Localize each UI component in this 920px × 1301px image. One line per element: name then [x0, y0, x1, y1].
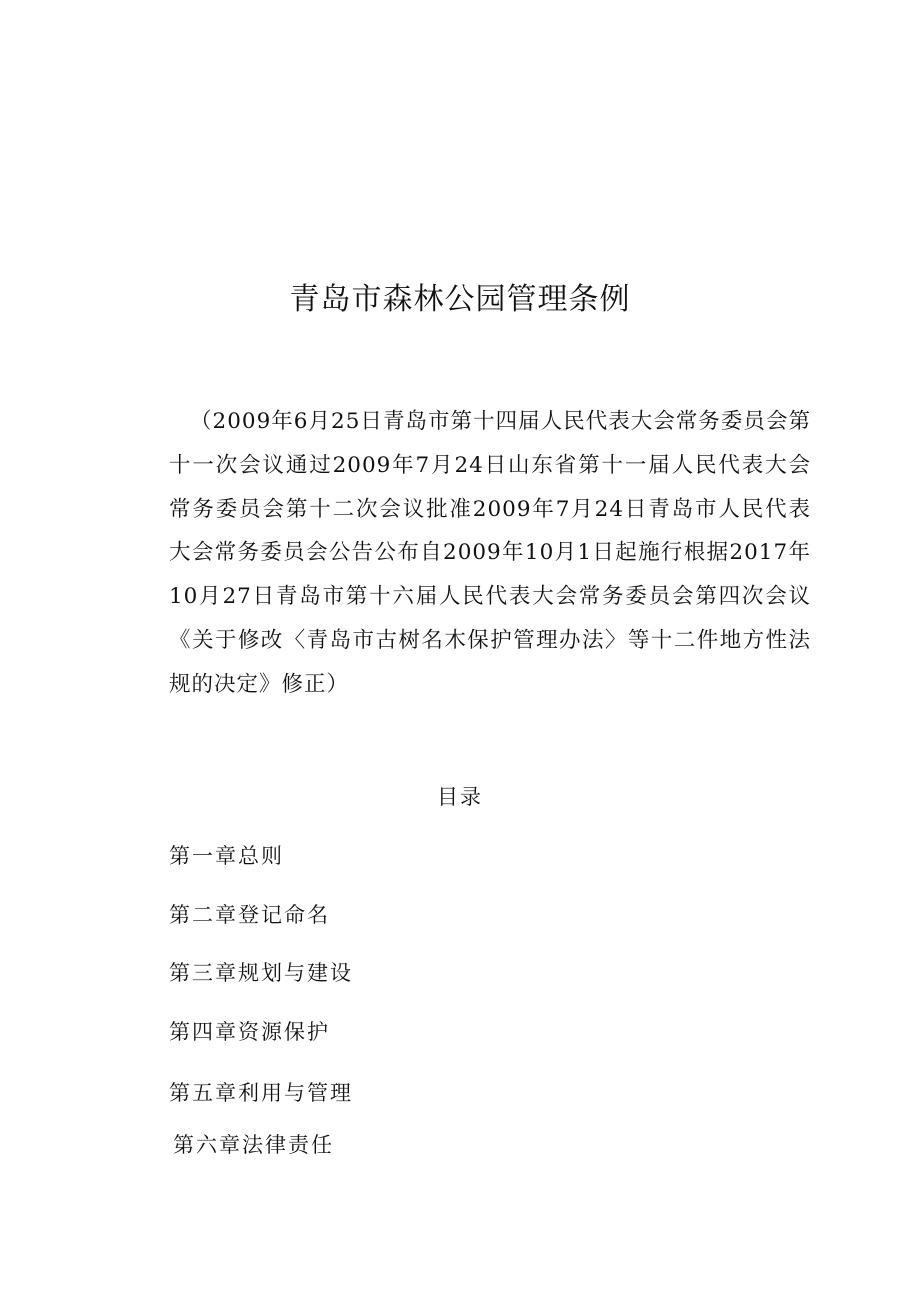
- toc-item-chapter-4: 第四章资源保护: [169, 1020, 330, 1044]
- toc-heading: 目录: [437, 785, 483, 809]
- toc-item-chapter-2: 第二章登记命名: [169, 903, 330, 927]
- document-preamble: （2009年6月25日青岛市第十四届人民代表大会常务委员会第十一次会议通过2009年7月24日山东省第十一届人民代表大会常务委员会第十二次会议批准2009年7月24日青岛市人民代表大会常务委员会公告公布自2009年10月1日起施行根据2017年10月27日青岛市第十六届人民代表大会常务委员会第四次会议《关于修改〈青岛市古树名木保护管理办法〉等十二件地方性法规的决定》修正）: [169, 409, 811, 697]
- toc-item-chapter-5: 第五章利用与管理: [169, 1081, 353, 1105]
- toc-item-chapter-6: 第六章法律责任: [173, 1133, 334, 1157]
- toc-item-chapter-3: 第三章规划与建设: [169, 961, 353, 985]
- toc-item-chapter-1: 第一章总则: [169, 844, 284, 868]
- document-title: 青岛市森林公园管理条例: [289, 282, 631, 317]
